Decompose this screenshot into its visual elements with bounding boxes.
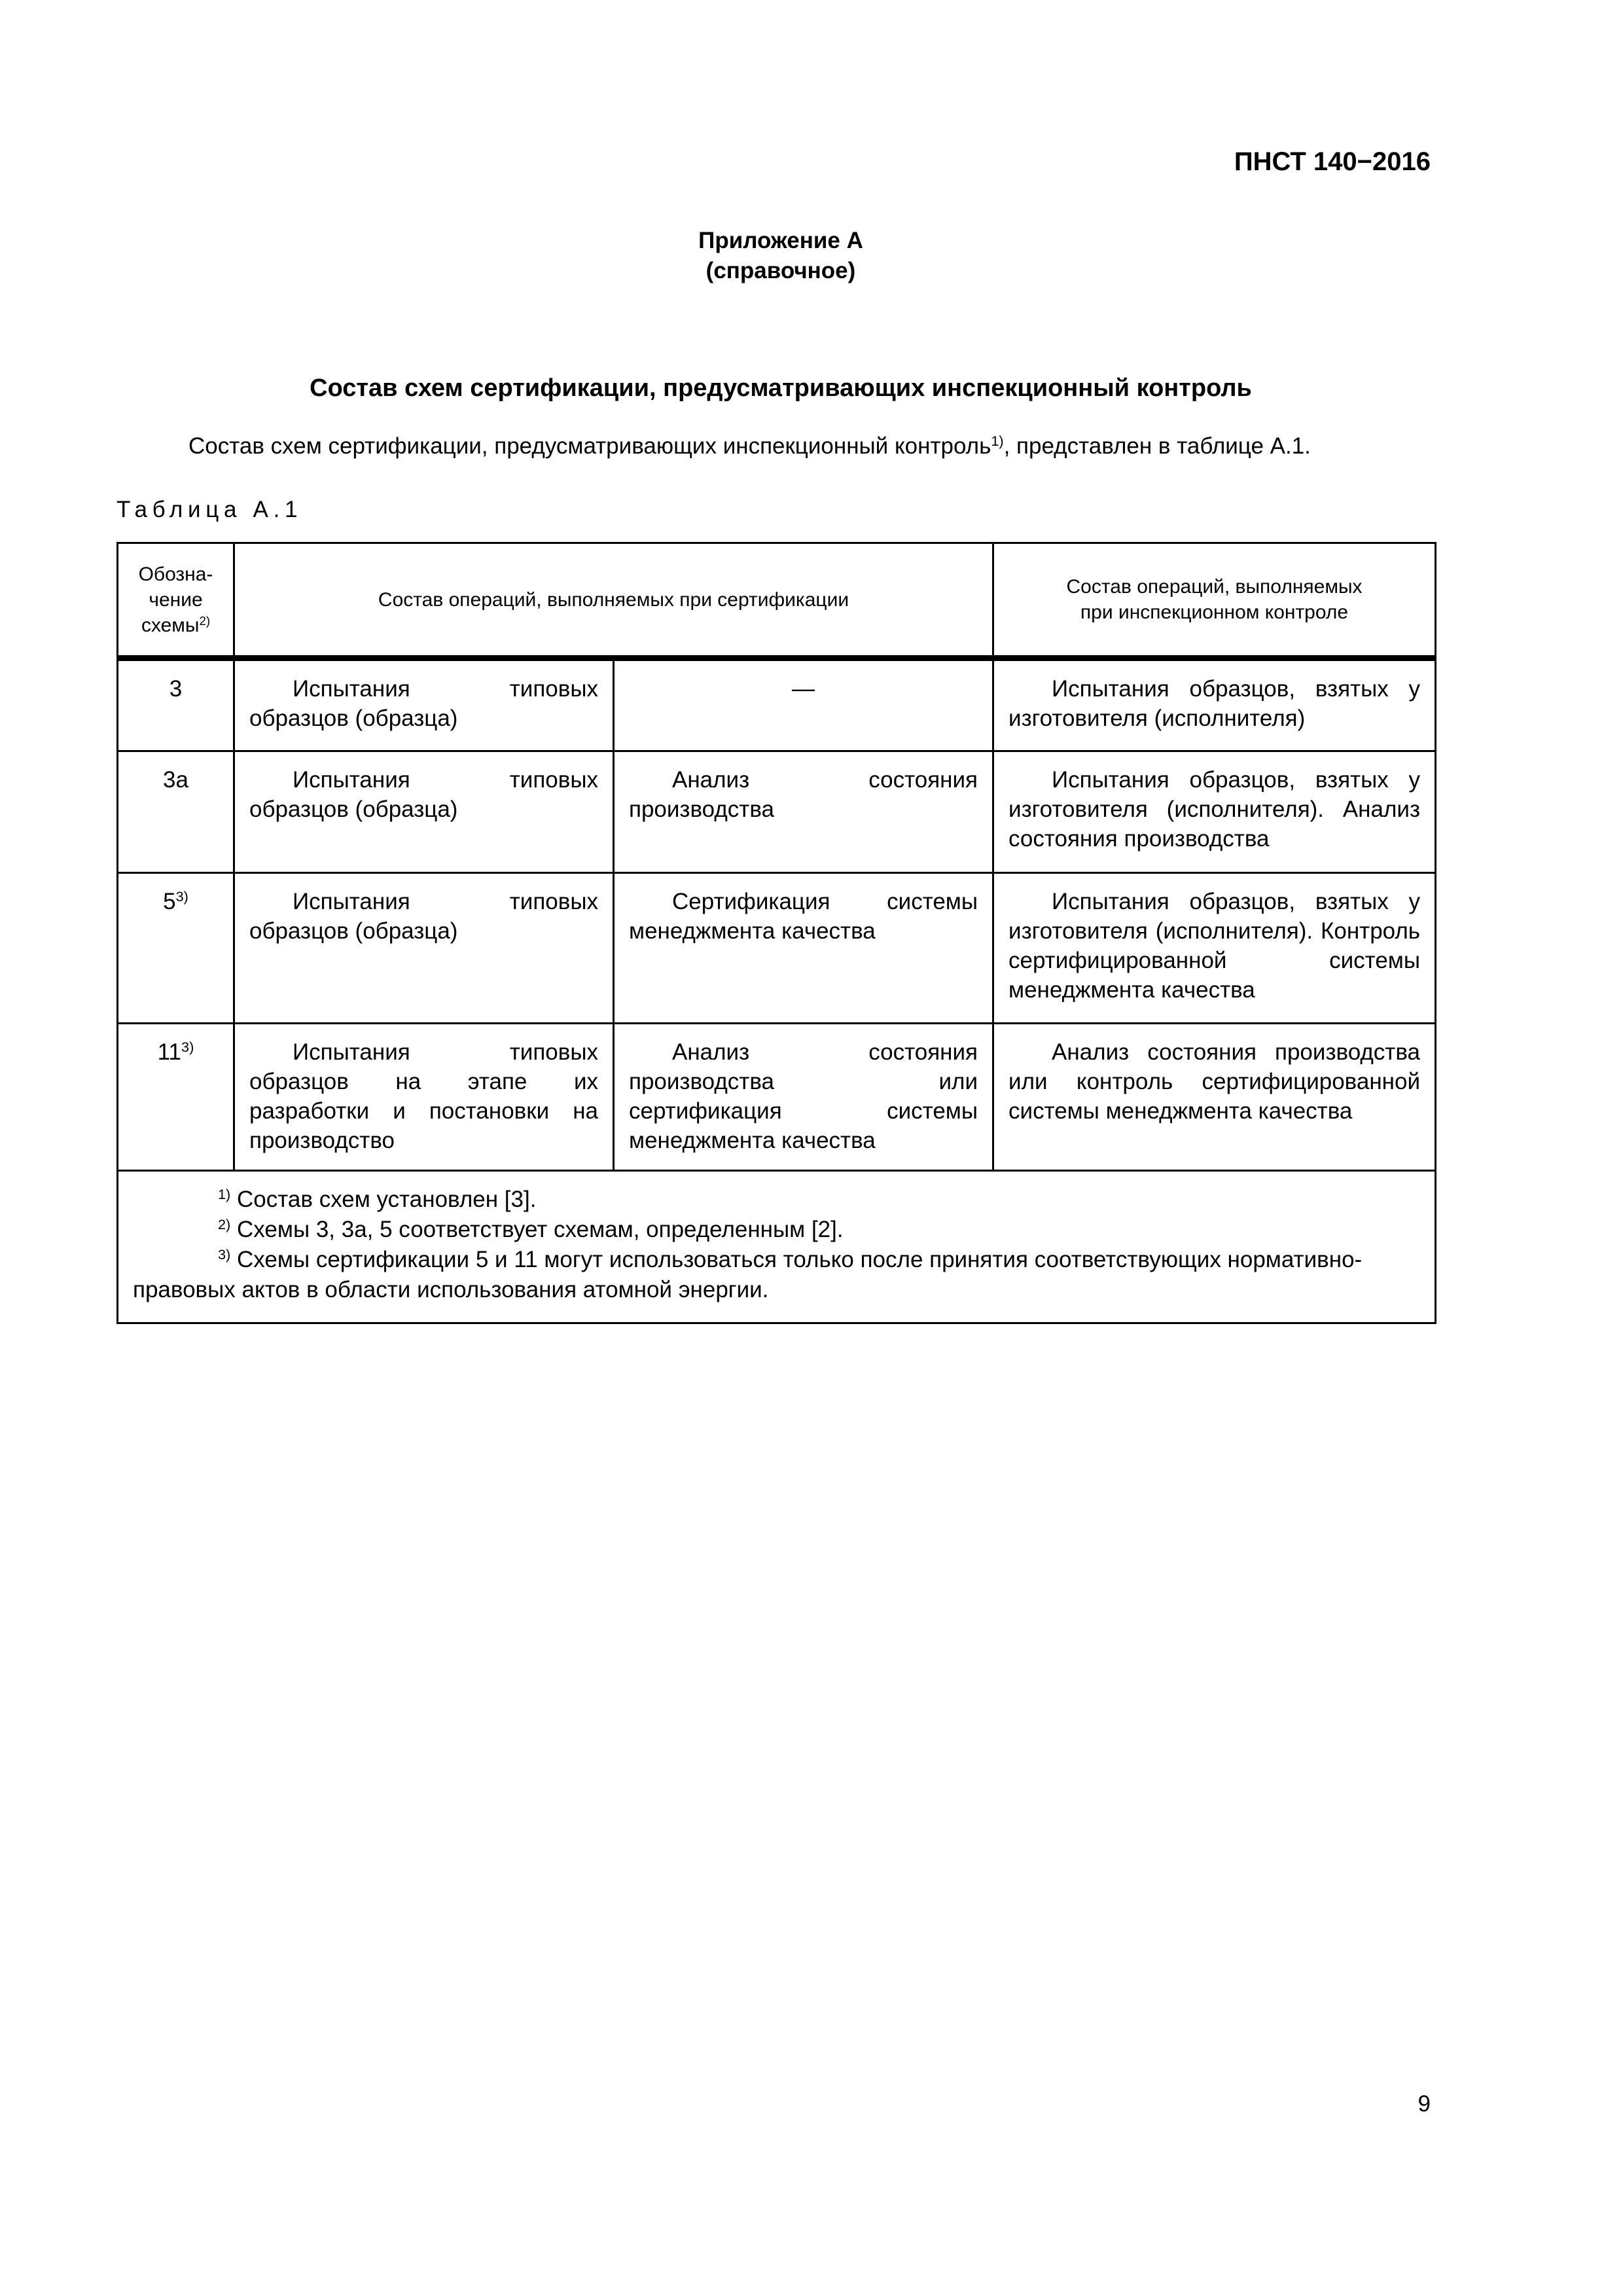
scheme-cell: 5$^{3)}$ [118, 873, 234, 1024]
header-inspection-line1: Состав операций, выполняемых [1066, 576, 1363, 598]
intro-text-end: , представлен в таблице А.1. [1003, 433, 1311, 459]
table-row [118, 658, 1436, 751]
table-notes [118, 1171, 1436, 1323]
header-scheme [118, 543, 234, 658]
tests-cell: Испытания типовых образцов на этапе их разработки и постановки на производство [234, 1024, 614, 1171]
inspection-cell: Испытания образцов, взятых у изготовителя (исполнителя) [993, 658, 1436, 751]
page-number: 9 [1418, 2091, 1431, 2117]
inspection-cell: Анализ состояния производства или контроль сертифицированной системы менеджмента качества [993, 1024, 1436, 1171]
table-row [118, 873, 1436, 1024]
header-scheme-line1: Обозна- [138, 563, 213, 585]
footnote-1: $^{1)}$ Состав схем установлен [3]. [218, 1186, 537, 1212]
footnote-3: $^{3)}$ Схемы сертификации 5 и 11 могут использоваться только после принятия соответствующих нормативно-правовых актов в области использования атомной энергии. [133, 1246, 1363, 1302]
table-header-row [118, 543, 1436, 658]
other-cell: — [614, 658, 993, 751]
intro-text: Состав схем сертификации, предусматривающих инспекционный контроль [188, 433, 991, 459]
scheme-cell: 11$^{3)}$ [118, 1024, 234, 1171]
appendix-title: Приложение А [698, 228, 863, 253]
intro-paragraph [188, 433, 1311, 459]
other-cell: Анализ состояния производства или сертификация системы менеджмента качества [614, 1024, 993, 1171]
scheme-cell: 3а [118, 751, 234, 873]
scheme-cell: 3 [118, 658, 234, 751]
inspection-cell: Испытания образцов, взятых у изготовителя (исполнителя). Анализ состояния производства [993, 751, 1436, 873]
header-scheme-line2: чение [149, 588, 203, 611]
header-inspection-line2: при инспекционном контроле [1080, 601, 1349, 623]
appendix-heading [0, 226, 1561, 286]
header-inspection [993, 543, 1436, 658]
table-notes-row [118, 1171, 1436, 1323]
appendix-subtitle: (справочное) [705, 258, 856, 283]
other-cell: Сертификация системы менеджмента качества [614, 873, 993, 1024]
footnote-2: $^{2)}$ Схемы 3, 3а, 5 соответствует схемам, определенным [2]. [218, 1216, 844, 1242]
schemes-table [116, 542, 1436, 1324]
document-code: ПНСТ 140−2016 [1234, 147, 1431, 176]
tests-cell: Испытания типовых образцов (образца) [234, 658, 614, 751]
tests-cell: Испытания типовых образцов (образца) [234, 751, 614, 873]
table-row [118, 751, 1436, 873]
tests-cell: Испытания типовых образцов (образца) [234, 873, 614, 1024]
header-certification: Состав операций, выполняемых при сертификации [234, 543, 993, 658]
header-scheme-line3: схемы$^{2)}$ [141, 613, 211, 636]
schemes-table-wrapper [116, 542, 1435, 1324]
section-title: Состав схем сертификации, предусматривающих инспекционный контроль [310, 374, 1252, 402]
intro-footnote-ref: 1) [991, 433, 1004, 450]
inspection-cell: Испытания образцов, взятых у изготовителя (исполнителя). Контроль сертифицированной системы менеджмента качества [993, 873, 1436, 1024]
table-label: Таблица А.1 [116, 497, 303, 522]
header-footnote-ref: 2) [199, 613, 211, 628]
table-row [118, 1024, 1436, 1171]
other-cell: Анализ состояния производства [614, 751, 993, 873]
